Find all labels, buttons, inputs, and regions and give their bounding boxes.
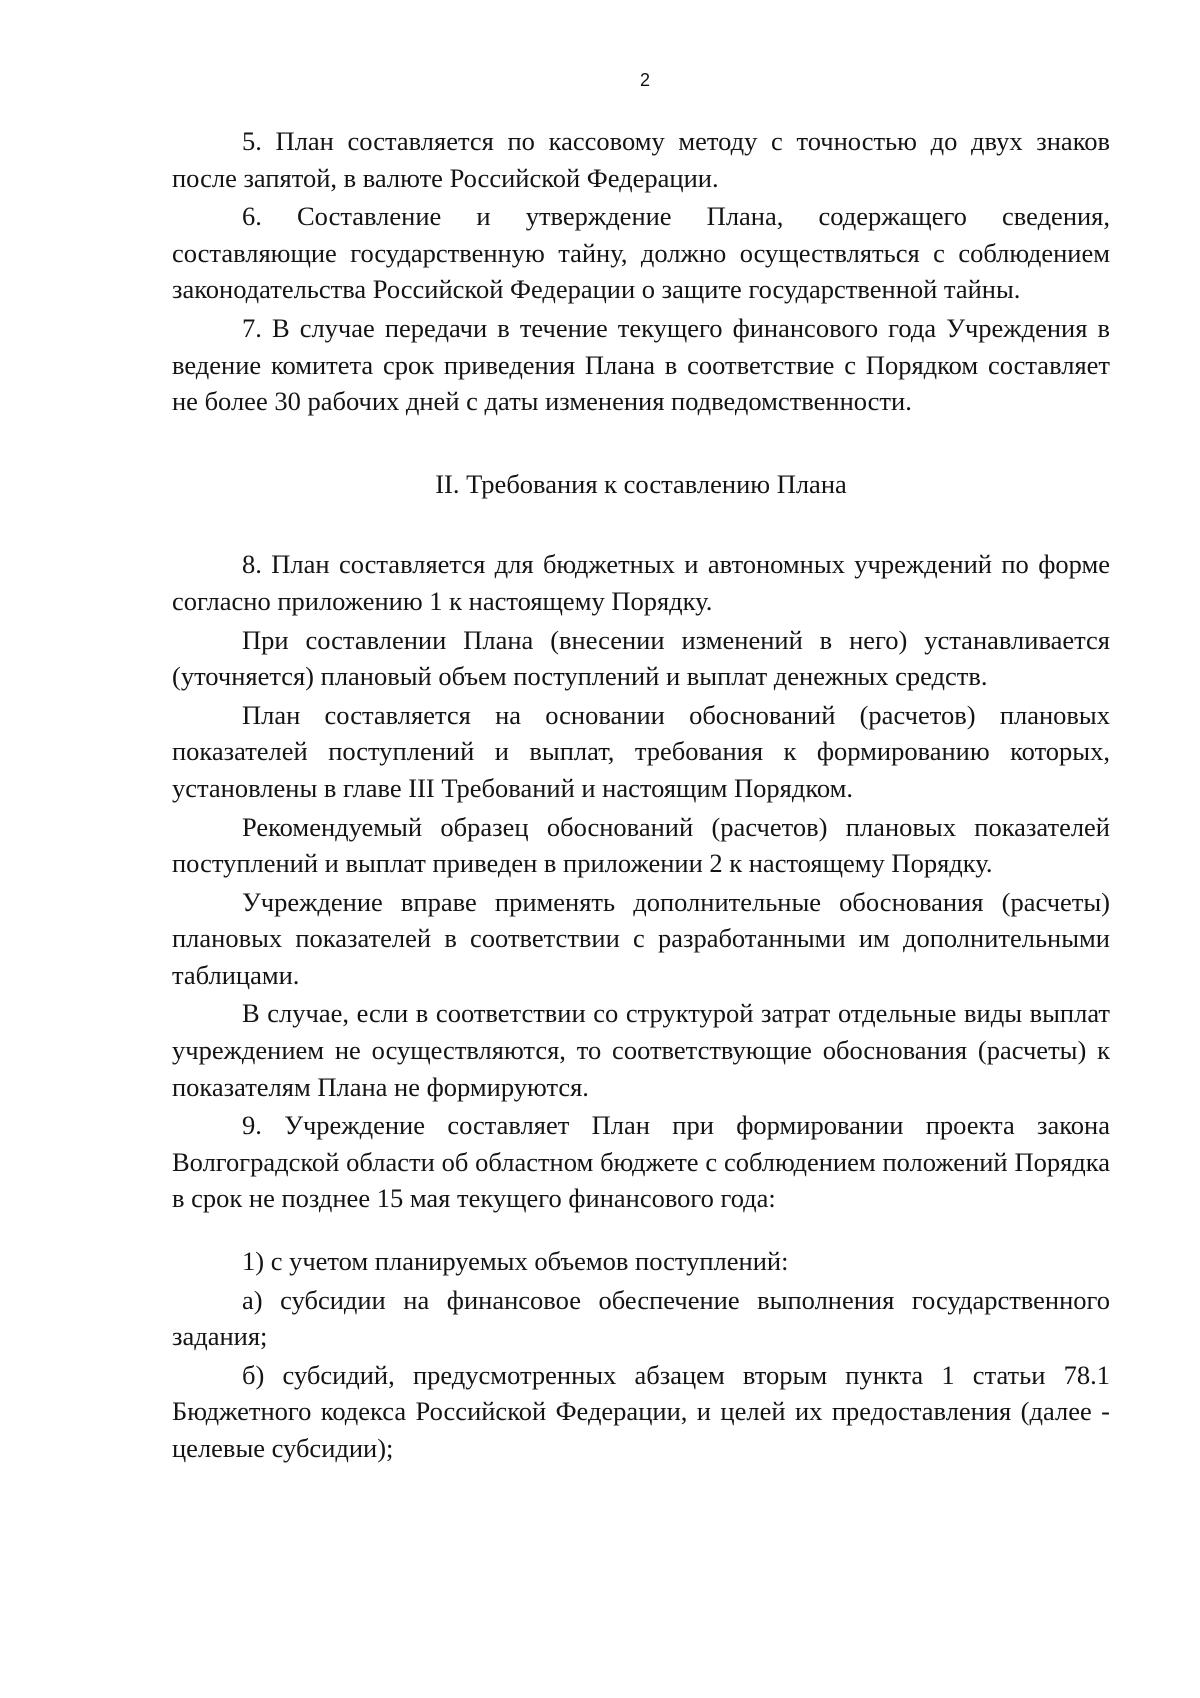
paragraph-recommended-sample: Рекомендуемый образец обоснований (расчетов) плановых показателей поступлений и выплат приведен в приложении 2 к настоящему Порядку.: [172, 811, 1110, 879]
document-body: [172, 123, 1110, 1469]
section-heading: II. Требования к составлению Плана: [435, 468, 847, 499]
list-item-a: а) субсидии на финансовое обеспечение выполнения государственного задания;: [172, 1284, 1110, 1352]
paragraph-9: 9. Учреждение составляет План при формировании проекта закона Волгоградской области об областном бюджете с соблюдением положений Порядка в срок не позднее 15 мая текущего финансового года:: [172, 1110, 1110, 1214]
paragraph-5: 5. План составляется по кассовому методу с точностью до двух знаков после запятой, в валюте Российской Федерации.: [172, 126, 1110, 193]
paragraph-plan-volume: При составлении Плана (внесении изменений в него) устанавливается (уточняется) плановый объем поступлений и выплат денежных средств.: [172, 624, 1110, 692]
list-item-1: 1) с учетом планируемых объемов поступлений:: [242, 1246, 789, 1277]
paragraph-8: 8. План составляется для бюджетных и автономных учреждений по форме согласно приложению 1 к настоящему Порядку.: [172, 549, 1110, 616]
paragraph-cost-structure: В случае, если в соответствии со структурой затрат отдельные виды выплат учреждением не осуществляются, то соответствующие обоснования (расчеты) к показателям Плана не формируются.: [172, 998, 1110, 1102]
page-number: 2: [639, 70, 650, 90]
list-item-b: б) субсидий, предусмотренных абзацем вторым пункта 1 статьи 78.1 Бюджетного кодекса Российской Федерации, и целей их предоставления (далее - целевые субсидии);: [172, 1359, 1110, 1463]
paragraph-7: 7. В случае передачи в течение текущего финансового года Учреждения в ведение комитета срок приведения Плана в соответствие с Порядком составляет не более 30 рабочих дней с даты изменения подведомственности.: [172, 312, 1110, 417]
paragraph-additional-tables: Учреждение вправе применять дополнительные обоснования (расчеты) плановых показателей в соответствии с разработанными им дополнительными таблицами.: [172, 886, 1110, 990]
paragraph-plan-basis: План составляется на основании обоснований (расчетов) плановых показателей поступлений и выплат, требования к формированию которых, установлены в главе III Требований и настоящим Порядком.: [172, 699, 1110, 803]
paragraph-6: 6. Составление и утверждение Плана, содержащего сведения, составляющие государственную тайну, должно осуществляться с соблюдением законодательства Российской Федерации о защите государственной тайны.: [172, 201, 1110, 305]
